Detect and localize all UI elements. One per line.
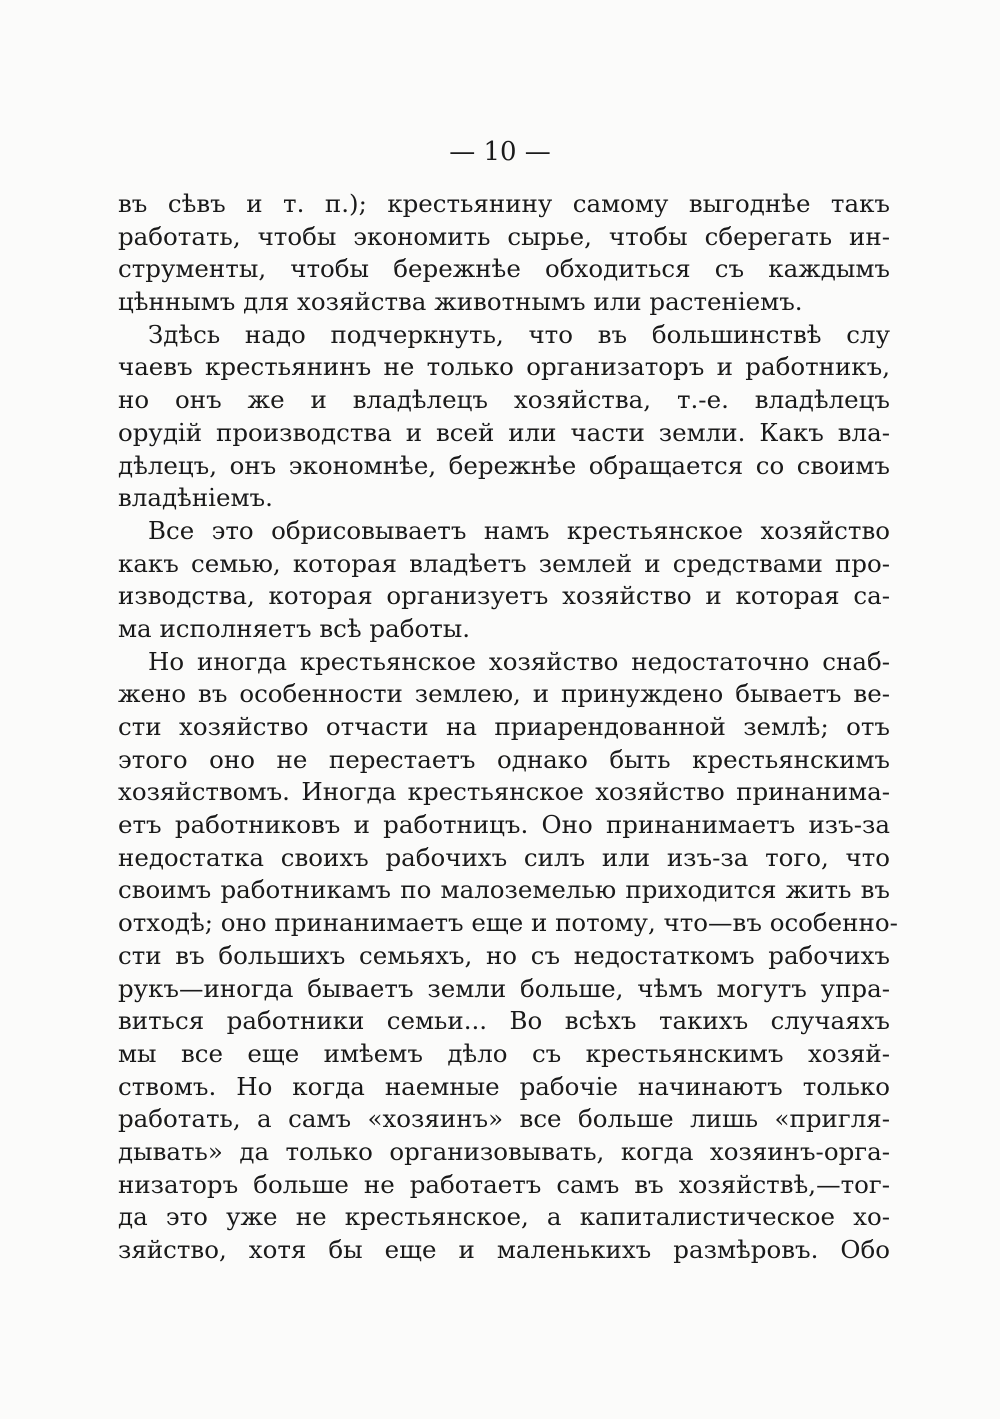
paragraph [118,646,898,1267]
text-line: чаевъ крестьянинъ не только организаторъ и работникъ, [118,352,890,382]
text-line: ствомъ. Но когда наемные рабочіе начинаютъ только [118,1071,890,1101]
text-line: мы все еще имѣемъ дѣло съ крестьянскимъ хозяй- [118,1038,890,1068]
page-number: — 10 — [449,137,551,167]
text-line: рукъ—иногда бываетъ земли больше, чѣмъ могутъ упра- [118,973,890,1003]
text-line: дѣлецъ, онъ экономнѣе, бережнѣе обращается со своимъ [118,450,890,480]
text-line: но онъ же и владѣлецъ хозяйства, т.-е. владѣлецъ [118,385,890,415]
text-line: низаторъ больше не работаетъ самъ въ хозяйствѣ,—тог- [118,1169,890,1199]
text-line: изводства, которая организуетъ хозяйство и которая са- [118,581,890,611]
paragraph [118,319,890,515]
text-line: сти въ большихъ семьяхъ, но съ недостаткомъ рабочихъ [118,940,890,970]
text-line: работать, чтобы экономить сырье, чтобы сберегать ин- [118,221,890,251]
text-line: жено въ особенности землею, и принуждено бываетъ ве- [118,679,890,709]
text-line: какъ семью, которая владѣетъ землей и средствами про- [118,548,890,578]
text-line: виться работники семьи... Во всѣхъ такихъ случаяхъ [118,1006,890,1036]
text-line: Все это обрисовываетъ намъ крестьянское хозяйство [148,515,890,545]
text-line: зяйство, хотя бы еще и маленькихъ размѣровъ. Обо [118,1235,890,1264]
text-line: этого оно не перестаетъ однако быть крестьянскимъ [118,744,890,774]
text-line: Но иногда крестьянское хозяйство недостаточно снаб- [148,646,890,676]
text-line: въ сѣвъ и т. п.); крестьянину самому выгоднѣе такъ [118,189,890,218]
text-line: дывать» да только организовывать, когда хозяинъ-орга- [118,1136,890,1166]
text-line: орудій производства и всей или части земли. Какъ вла- [118,417,890,447]
text-line: владѣніемъ. [118,483,273,513]
body-text [118,188,898,1267]
text-line: струменты, чтобы бережнѣе обходиться съ каждымъ [118,254,890,284]
text-line: ма исполняетъ всѣ работы. [118,613,471,643]
text-line: работать, а самъ «хозяинъ» все больше лишь «пригля- [118,1104,890,1134]
text-line: Здѣсь надо подчеркнуть, что въ большинствѣ слу [148,319,890,349]
paragraph [118,188,890,319]
text-line: своимъ работникамъ по малоземелью приходится жить въ [118,875,890,905]
text-line: етъ работниковъ и работницъ. Оно принанимаетъ изъ-за [118,810,890,840]
text-line: цѣннымъ для хозяйства животнымъ или растеніемъ. [118,287,803,317]
text-line: хозяйствомъ. Иногда крестьянское хозяйство принанима- [118,777,890,807]
paragraph [118,515,890,646]
text-line: недостатка своихъ рабочихъ силъ или изъ-за того, что [118,842,890,872]
text-line: сти хозяйство отчасти на приарендованной землѣ; отъ [118,712,890,741]
text-line: отходѣ; оно принанимаетъ еще и потому, что—въ особенно- [118,908,898,938]
text-line: да это уже не крестьянское, а капиталистическое хо- [118,1202,890,1232]
